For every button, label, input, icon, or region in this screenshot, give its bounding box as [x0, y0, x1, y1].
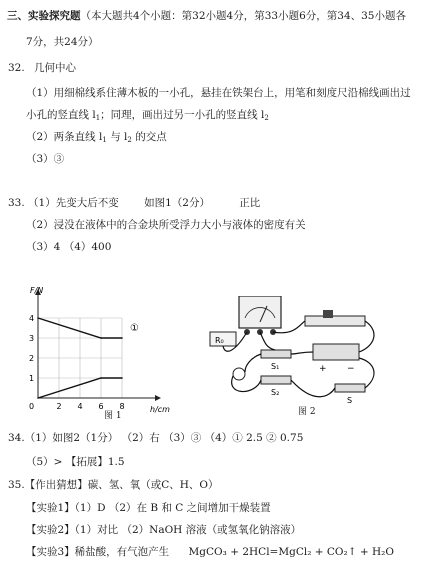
q35-equation: MgCO₃ + 2HCl=MgCl₂ + CO₂↑ + H₂O [188, 546, 394, 558]
label-plus: + [319, 364, 327, 374]
x-tick-label: 0 [29, 402, 35, 411]
q32-subscript: 1 [102, 136, 107, 144]
data-point [100, 377, 102, 379]
data-point [121, 377, 123, 379]
switch-s1-icon [261, 350, 291, 358]
q34-line1: 34.（1）如图2（1分） （2）右 （3）③ （4）① 2.5 ② 0.75 [8, 432, 304, 444]
rheostat-icon [305, 316, 365, 326]
q33-part2: （2）浸没在液体中的合金块所受浮力大小与液体的密度有关 [26, 219, 306, 231]
label-minus: − [347, 364, 355, 374]
q34-line2: （5）> 【拓展】1.5 [26, 456, 125, 468]
x-tick-label: 2 [56, 402, 62, 411]
rheostat-slider [323, 310, 333, 318]
q33-number: 33. [8, 197, 25, 209]
q32-text: 小孔的竖直线 l [26, 109, 96, 121]
label-r0: R₀ [215, 336, 224, 345]
y-axis-label: F/N [30, 286, 44, 295]
data-point [100, 337, 102, 339]
q32-subscript: 2 [127, 136, 132, 144]
y-tick-label: 1 [29, 374, 35, 383]
lamp-icon [233, 368, 245, 380]
x-tick-label: 6 [98, 402, 104, 411]
q32-part3: （3）③ [26, 153, 65, 165]
q32-text: （2）两条直线 l [26, 131, 103, 143]
section-note-2: 7分，共24分） [26, 36, 99, 48]
q33-p1-answer-c: 正比 [239, 197, 261, 209]
label-s1: S₁ [271, 362, 280, 371]
q32-part1-line2 [26, 108, 269, 125]
q35-line4 [26, 545, 394, 559]
figure-2-caption: 图 2 [298, 407, 316, 417]
figure-2-circuit [205, 296, 385, 414]
q33-p1-answer-a: （1）先变大后不变 [28, 197, 119, 209]
y-tick-label: 4 [29, 314, 35, 323]
q32-text: 与 l [106, 131, 128, 143]
q33-part3-4: （3）4 （4）400 [26, 241, 112, 253]
data-point [37, 397, 39, 399]
label-s: S [347, 396, 353, 405]
section-note: （本大题共4个小题：第32小题4分，第33小题6分，第34、35小题各 [80, 10, 406, 22]
wire [291, 380, 335, 397]
q32-part2 [26, 130, 167, 147]
wire [291, 352, 313, 354]
section-title: 三、实验探究题 [7, 10, 81, 22]
y-tick-label: 3 [29, 334, 35, 343]
section-header [7, 9, 406, 23]
x-axis-label: h/cm [150, 405, 170, 414]
grid-lines [38, 318, 122, 398]
q32-number: 32. [8, 62, 25, 74]
q33-p1-answer-b: 如图1（2分） [144, 197, 210, 209]
q35-line2: 【实验1】（1）D （2）在 B 和 C 之间增加干燥装置 [26, 502, 271, 514]
x-tick-label: 4 [77, 402, 83, 411]
y-tick-labels [29, 314, 34, 383]
figure-1-graph [0, 282, 200, 420]
switch-s-icon [335, 384, 365, 392]
q32-answer-head: 几何中心 [34, 62, 77, 74]
q32-subscript: 2 [264, 114, 269, 122]
x-tick-label: 8 [119, 402, 125, 411]
q32-subscript: 1 [95, 114, 101, 122]
q35-line1: 35.【作出猜想】碳、氢、氧（或C、H、O） [8, 479, 219, 491]
q32-part1-line1: （1）用细棉线系住薄木板的一小孔，悬挂在铁架台上，用笔和刻度尺沿棉线画出过 [26, 87, 411, 99]
data-point [37, 317, 39, 319]
data-point [121, 337, 123, 339]
y-tick-label: 2 [29, 354, 35, 363]
battery-icon [313, 344, 359, 360]
figure-1-caption: 图 1 [104, 411, 122, 421]
q35-exp3-text: 【实验3】稀盐酸，有气泡产生 [26, 546, 170, 558]
label-s2: S₂ [271, 388, 280, 397]
meter-icon [239, 296, 281, 328]
wire [245, 354, 261, 372]
q33-part1 [8, 196, 260, 210]
switch-s2-icon [261, 376, 291, 384]
q35-line3: 【实验2】（1）对比 （2）NaOH 溶液（或氢氧化钠溶液） [26, 524, 302, 536]
q32-text: 的交点 [131, 131, 167, 143]
q32-text: ；同理，画出过另一小孔的竖直线 l [100, 109, 265, 121]
series-marker: ① [130, 323, 139, 334]
q32-header [8, 61, 76, 75]
